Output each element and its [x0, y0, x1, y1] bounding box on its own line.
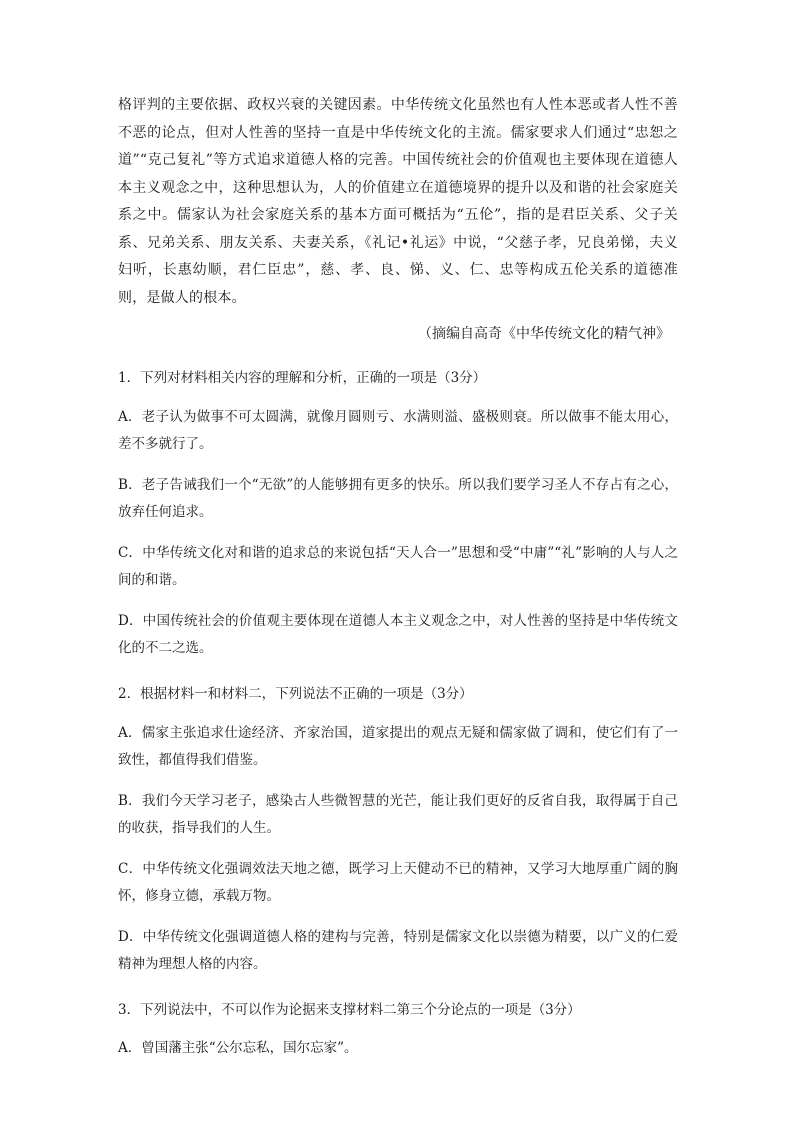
question-3	[118, 998, 678, 1060]
question-stem: 1．下列对材料相关内容的理解和分析，正确的一项是（3分）	[118, 370, 487, 386]
option-d: D．中华传统文化强调道德人格的建构与完善，特别是儒家文化以崇德为精要，以广义的仁爱精神为理想人格的内容。	[118, 929, 678, 972]
document-page	[118, 92, 678, 1060]
question-stem: 2．根据材料一和材料二，下列说法不正确的一项是（3分）	[118, 686, 473, 702]
option-b: B．老子告诫我们一个“无欲”的人能够拥有更多的快乐。所以我们要学习圣人不存占有之心，放弃任何追求。	[118, 477, 678, 520]
passage-source: （摘编自高奇《中华传统文化的精气神》	[418, 326, 670, 342]
option-b: B．我们今天学习老子，感染古人些微智慧的光芒，能让我们更好的反省自我，取得属于自己的收获，指导我们的人生。	[118, 793, 678, 836]
option-a: A．老子认为做事不可太圆满，就像月圆则亏、水满则溢、盛极则衰。所以做事不能太用心，差不多就行了。	[118, 409, 678, 452]
option-c: C．中华传统文化对和谐的追求总的来说包括“天人合一”思想和受“中庸”“礼”影响的人与人之间的和谐。	[118, 545, 678, 588]
passage-paragraph: 格评判的主要依据、政权兴衰的关键因素。中华传统文化虽然也有人性本恶或者人性不善不恶的论点，但对人性善的坚持一直是中华传统文化的主流。儒家要求人们通过“忠恕之道”“克己复礼”等方式追求道德人格的完善。中国传统社会的价值观也主要体现在道德人本主义观念之中，这种思想认为，人的价值建立在道德境界的提升以及和谐的社会家庭关系之中。儒家认为社会家庭关系的基本方面可概括为“五伦”，指的是君臣关系、父子关系、兄弟关系、朋友关系、夫妻关系，《礼记•礼运》中说，“父慈子孝，兄良弟悌，夫义妇听，长惠幼顺，君仁臣忠”，慈、孝、良、悌、义、仁、忠等构成五伦关系的道德准则，是做人的根本。	[118, 97, 678, 306]
option-d: D．中国传统社会的价值观主要体现在道德人本主义观念之中，对人性善的坚持是中华传统文化的不二之选。	[118, 613, 678, 656]
option-c: C．中华传统文化强调效法天地之德，既学习上天健动不已的精神，又学习大地厚重广阔的胸怀，修身立德，承载万物。	[118, 861, 678, 904]
option-a: A．曾国藩主张“公尔忘私，国尔忘家”。	[118, 1040, 358, 1056]
option-a: A．儒家主张追求仕途经济、齐家治国，道家提出的观点无疑和儒家做了调和，使它们有了一致性，都值得我们借鉴。	[118, 725, 678, 768]
question-1	[118, 366, 678, 662]
question-2	[118, 682, 678, 978]
question-stem: 3．下列说法中，不可以作为论据来支撑材料二第三个分论点的一项是（3分）	[118, 1002, 581, 1018]
